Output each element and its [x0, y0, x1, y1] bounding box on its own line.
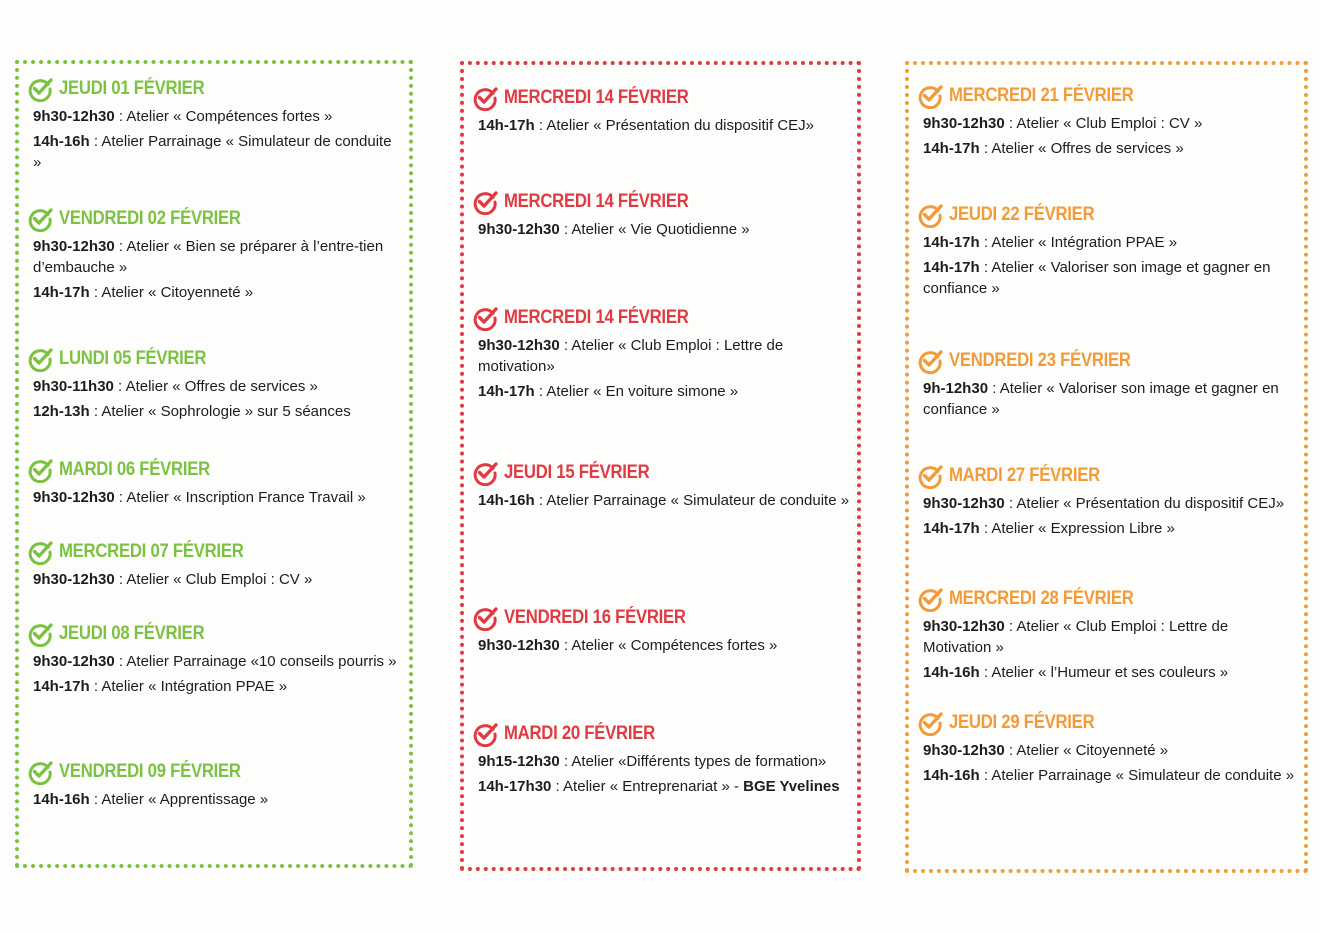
- session-line: [917, 378, 1298, 420]
- session-description: : Atelier « Intégration PPAE »: [979, 234, 1178, 251]
- day-title: JEUDI 08 FÉVRIER: [59, 623, 205, 644]
- session-time: 14h-16h: [33, 133, 90, 150]
- check-circle-icon: [27, 346, 53, 372]
- session-line: [917, 493, 1298, 514]
- session-description: : Atelier « Entreprenariat » -: [551, 778, 744, 795]
- session-description: : Atelier « Compétences fortes »: [114, 108, 333, 125]
- day-title: VENDREDI 16 FÉVRIER: [504, 607, 686, 628]
- session-line: [27, 131, 403, 173]
- day-title: MARDI 06 FÉVRIER: [59, 459, 210, 480]
- session-description: : Atelier « Bien se préparer à l’entre-tien d’embauche »: [33, 238, 384, 276]
- session-time: 9h30-12h30: [923, 495, 1005, 512]
- session-time: 9h30-12h30: [478, 637, 560, 654]
- session-time: 14h-17h: [478, 383, 535, 400]
- session-description: : Atelier « Apprentissage »: [89, 791, 269, 808]
- session-line: [917, 138, 1298, 159]
- session-line: [472, 381, 851, 402]
- schedule-entry: [472, 85, 851, 136]
- session-line: [27, 487, 403, 508]
- entry-header: [27, 457, 403, 483]
- day-title: VENDREDI 09 FÉVRIER: [59, 761, 241, 782]
- session-time: 9h30-12h30: [33, 489, 115, 506]
- schedule-entry: [917, 710, 1298, 786]
- entry-header: [917, 83, 1298, 109]
- session-line: [27, 106, 403, 127]
- session-line: [27, 569, 403, 590]
- check-circle-icon: [472, 605, 498, 631]
- session-description: : Atelier Parrainage « Simulateur de conduite »: [979, 767, 1295, 784]
- day-title: MERCREDI 28 FÉVRIER: [949, 588, 1134, 609]
- column-red: [460, 61, 861, 871]
- session-time: 14h-16h: [33, 791, 90, 808]
- entry-header: [27, 621, 403, 647]
- day-title: VENDREDI 02 FÉVRIER: [59, 208, 241, 229]
- check-circle-icon: [917, 202, 943, 228]
- session-time: 14h-17h: [923, 234, 980, 251]
- session-time: 9h30-12h30: [478, 221, 560, 238]
- check-circle-icon: [27, 457, 53, 483]
- session-time: 14h-17h: [33, 678, 90, 695]
- session-description: : Atelier « l’Humeur et ses couleurs »: [979, 664, 1229, 681]
- session-description: : Atelier « Valoriser son image et gagner en confiance »: [923, 259, 1271, 297]
- schedule-entry: [27, 76, 403, 173]
- session-line: [917, 740, 1298, 761]
- session-description: : Atelier Parrainage « Simulateur de conduite »: [534, 492, 850, 509]
- session-line: [472, 219, 851, 240]
- session-description: : Atelier « Club Emploi : CV »: [114, 571, 313, 588]
- day-title: MERCREDI 14 FÉVRIER: [504, 87, 689, 108]
- session-time: 14h-17h: [923, 259, 980, 276]
- schedule-entry: [472, 460, 851, 511]
- entry-header: [917, 586, 1298, 612]
- session-description: : Atelier « Citoyenneté »: [89, 284, 254, 301]
- check-circle-icon: [27, 539, 53, 565]
- session-time: 9h15-12h30: [478, 753, 560, 770]
- session-description: : Atelier « Présentation du dispositif CEJ»: [534, 117, 815, 134]
- day-title: MERCREDI 21 FÉVRIER: [949, 85, 1134, 106]
- session-description: : Atelier « Offres de services »: [113, 378, 318, 395]
- session-description: : Atelier «Différents types de formation»: [559, 753, 827, 770]
- session-description: : Atelier « Club Emploi : Lettre de Motivation »: [923, 618, 1229, 656]
- check-circle-icon: [472, 721, 498, 747]
- check-circle-icon: [472, 189, 498, 215]
- session-time: 14h-16h: [478, 492, 535, 509]
- day-title: MERCREDI 14 FÉVRIER: [504, 191, 689, 212]
- day-title: LUNDI 05 FÉVRIER: [59, 348, 207, 369]
- session-line: [472, 776, 851, 797]
- session-description: : Atelier « Citoyenneté »: [1004, 742, 1169, 759]
- session-line: [27, 651, 403, 672]
- day-title: MARDI 20 FÉVRIER: [504, 723, 655, 744]
- session-description: : Atelier « Inscription France Travail »: [114, 489, 366, 506]
- session-description: : Atelier « Intégration PPAE »: [89, 678, 288, 695]
- entry-header: [917, 710, 1298, 736]
- column-green: [15, 60, 413, 868]
- session-line: [917, 232, 1298, 253]
- session-time: 14h-17h: [478, 117, 535, 134]
- entry-header: [472, 460, 851, 486]
- check-circle-icon: [917, 710, 943, 736]
- session-description: : Atelier « Offres de services »: [979, 140, 1184, 157]
- schedule-entry: [472, 605, 851, 656]
- day-title: JEUDI 01 FÉVRIER: [59, 78, 205, 99]
- check-circle-icon: [27, 759, 53, 785]
- session-description: : Atelier « Compétences fortes »: [559, 637, 778, 654]
- session-line: [917, 518, 1298, 539]
- session-time: 14h-17h30: [478, 778, 552, 795]
- schedule-entry: [472, 189, 851, 240]
- session-time: 12h-13h: [33, 403, 90, 420]
- schedule-entry: [27, 346, 403, 422]
- session-line: [472, 115, 851, 136]
- session-time: 9h30-12h30: [33, 108, 115, 125]
- schedule-entry: [27, 206, 403, 303]
- day-title: VENDREDI 23 FÉVRIER: [949, 350, 1131, 371]
- session-time: 9h30-12h30: [478, 337, 560, 354]
- check-circle-icon: [472, 305, 498, 331]
- session-line: [917, 113, 1298, 134]
- session-line: [917, 662, 1298, 683]
- entry-header: [917, 463, 1298, 489]
- day-title: MARDI 27 FÉVRIER: [949, 465, 1100, 486]
- session-description: : Atelier « Club Emploi : CV »: [1004, 115, 1203, 132]
- schedule-entry: [27, 539, 403, 590]
- entry-header: [27, 759, 403, 785]
- entry-header: [27, 206, 403, 232]
- session-line: [27, 676, 403, 697]
- entry-header: [472, 605, 851, 631]
- schedule-entry: [917, 202, 1298, 299]
- session-time: 9h30-12h30: [923, 742, 1005, 759]
- session-time: 9h-12h30: [923, 380, 989, 397]
- session-line: [27, 282, 403, 303]
- schedule-entry: [917, 83, 1298, 159]
- session-line: [917, 616, 1298, 658]
- session-line: [27, 789, 403, 810]
- session-time: 9h30-11h30: [33, 378, 114, 395]
- schedule-entry: [27, 621, 403, 697]
- check-circle-icon: [27, 206, 53, 232]
- check-circle-icon: [472, 460, 498, 486]
- session-time: 9h30-12h30: [923, 618, 1005, 635]
- day-title: JEUDI 22 FÉVRIER: [949, 204, 1095, 225]
- session-description: : Atelier « En voiture simone »: [534, 383, 739, 400]
- schedule-entry: [27, 457, 403, 508]
- session-description: : Atelier « Valoriser son image et gagner en confiance »: [923, 380, 1279, 418]
- schedule-entry: [917, 348, 1298, 420]
- day-title: MERCREDI 07 FÉVRIER: [59, 541, 244, 562]
- session-line: [27, 401, 403, 422]
- entry-header: [27, 76, 403, 102]
- session-time: 9h30-12h30: [923, 115, 1005, 132]
- session-description: : Atelier Parrainage « Simulateur de conduite »: [33, 133, 392, 171]
- session-description: : Atelier « Vie Quotidienne »: [559, 221, 750, 238]
- session-line: [27, 376, 403, 397]
- session-time: 14h-16h: [923, 767, 980, 784]
- session-description: : Atelier « Club Emploi : Lettre de motivation»: [478, 337, 784, 375]
- session-time: 14h-16h: [923, 664, 980, 681]
- entry-header: [472, 305, 851, 331]
- session-time: 14h-17h: [923, 520, 980, 537]
- session-time: 9h30-12h30: [33, 571, 115, 588]
- session-line: [472, 635, 851, 656]
- column-orange: [905, 61, 1308, 873]
- session-line: [472, 335, 851, 377]
- entry-header: [472, 721, 851, 747]
- schedule-entry: [917, 463, 1298, 539]
- session-time: 9h30-12h30: [33, 653, 115, 670]
- entry-header: [27, 539, 403, 565]
- partner-name: BGE Yvelines: [743, 778, 840, 795]
- entry-header: [27, 346, 403, 372]
- session-time: 14h-17h: [33, 284, 90, 301]
- session-description: : Atelier « Expression Libre »: [979, 520, 1175, 537]
- session-description: : Atelier « Présentation du dispositif CEJ»: [1004, 495, 1285, 512]
- entry-header: [472, 85, 851, 111]
- entry-header: [472, 189, 851, 215]
- session-time: 14h-17h: [923, 140, 980, 157]
- session-description: : Atelier Parrainage «10 conseils pourris »: [114, 653, 397, 670]
- day-title: JEUDI 15 FÉVRIER: [504, 462, 650, 483]
- session-line: [27, 236, 403, 278]
- session-line: [472, 751, 851, 772]
- check-circle-icon: [27, 76, 53, 102]
- schedule-entry: [27, 759, 403, 810]
- entry-header: [917, 202, 1298, 228]
- check-circle-icon: [917, 586, 943, 612]
- check-circle-icon: [27, 621, 53, 647]
- session-line: [472, 490, 851, 511]
- session-description: : Atelier « Sophrologie » sur 5 séances: [89, 403, 351, 420]
- session-line: [917, 765, 1298, 786]
- session-time: 9h30-12h30: [33, 238, 115, 255]
- check-circle-icon: [917, 463, 943, 489]
- schedule-entry: [472, 305, 851, 402]
- session-line: [917, 257, 1298, 299]
- schedule-entry: [917, 586, 1298, 683]
- check-circle-icon: [917, 83, 943, 109]
- check-circle-icon: [917, 348, 943, 374]
- entry-header: [917, 348, 1298, 374]
- check-circle-icon: [472, 85, 498, 111]
- day-title: MERCREDI 14 FÉVRIER: [504, 307, 689, 328]
- day-title: JEUDI 29 FÉVRIER: [949, 712, 1095, 733]
- schedule-entry: [472, 721, 851, 797]
